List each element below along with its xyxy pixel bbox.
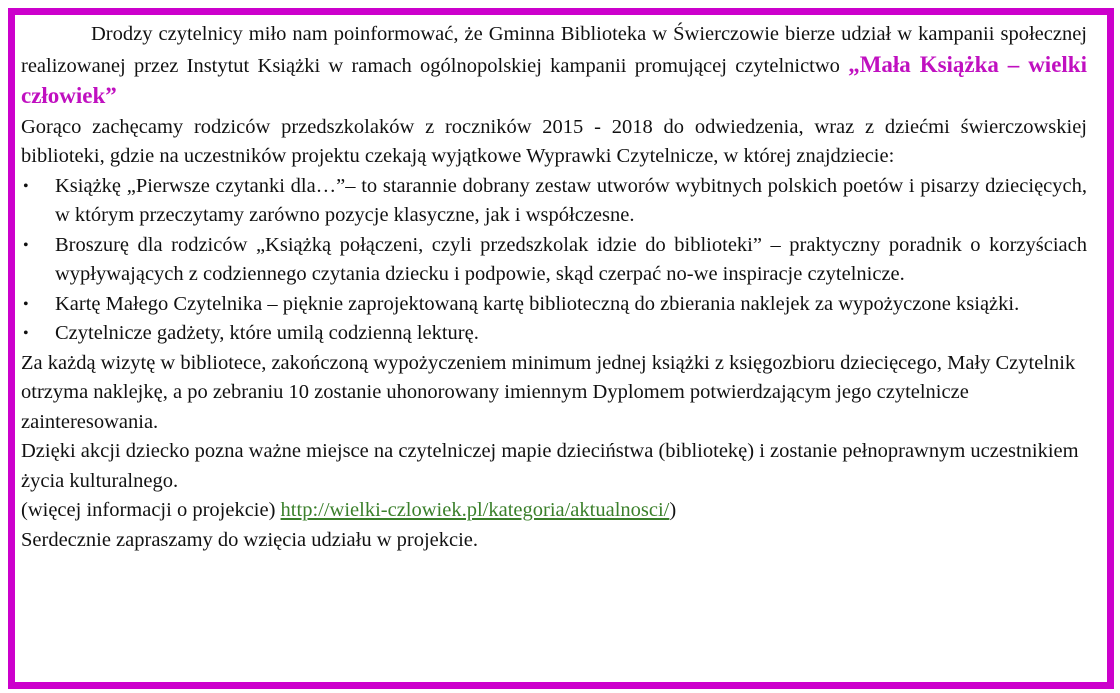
list-item <box>21 231 1087 290</box>
bullet-icon: • <box>23 295 29 313</box>
closing-line: Serdecznie zapraszamy do wzięcia udziału w projekcie. <box>21 528 479 551</box>
more-info-prefix: (więcej informacji o projekcie) <box>21 499 281 521</box>
bullet-icon: • <box>23 325 29 342</box>
bullet-icon: • <box>23 236 29 254</box>
list-item-text: Czytelnicze gadżety, które umilą codzienną lekturę. <box>55 322 479 344</box>
list-item <box>21 172 1087 231</box>
kit-items-list <box>21 172 1087 349</box>
intro-paragraph <box>21 20 1087 113</box>
more-info-line <box>21 496 1087 526</box>
campaign-title: „Mała Książka – wielki człowiek” <box>21 51 1087 108</box>
bullet-icon: • <box>23 177 29 195</box>
intro-text: Drodzy czytelnicy miło nam poinformować, że Gminna Biblioteka w Świerczowie bierze udział w kampanii społecznej realizowanej przez Instytut Książki w ramach ogólnopolskiej kampanii promującej czytelnictwo <box>21 23 1087 77</box>
list-item <box>21 290 1087 320</box>
list-item-text: Książkę „Pierwsze czytanki dla…”– to starannie dobrany zestaw utworów wybitnych polskich poetów i pisarzy dziecięcych, w którym przeczytamy zarówno pozycje klasyczne, jak i współczesne. <box>55 174 1087 226</box>
list-item <box>21 319 1087 349</box>
more-info-suffix: ) <box>669 499 677 521</box>
action-paragraph: Dzięki akcji dziecko pozna ważne miejsce na czytelniczej mapie dzieciństwa (bibliotekę) i zostanie pełnoprawnym uczestnikiem życia kulturalnego. <box>21 440 1079 492</box>
project-link[interactable]: http://wielki-czlowiek.pl/kategoria/aktualnosci/ <box>280 499 670 521</box>
visit-paragraph: Za każdą wizytę w bibliotece, zakończoną wypożyczeniem minimum jednej książki z księgozbioru dziecięcego, Mały Czytelnik otrzyma naklejkę, a po zebraniu 10 zostanie uhonorowany imiennym Dyplomem potwierdzającym jego czytelnicze zainteresowania. <box>21 351 1076 433</box>
encouragement-paragraph: Gorąco zachęcamy rodziców przedszkolaków z roczników 2015 - 2018 do odwiedzenia, wraz z dziećmi świerczowskiej biblioteki, gdzie na uczestników projektu czekają wyjątkowe Wyprawki Czytelnicze, w której znajdziecie: <box>21 115 1087 167</box>
announcement-body <box>21 20 1087 555</box>
list-item-text: Broszurę dla rodziców „Książką połączeni, czyli przedszkolak idzie do biblioteki” – praktyczny poradnik o korzyściach wypływających z codziennego czytania dziecku i podpowie, skąd czerpać no-we inspiracje czytelnicze. <box>55 233 1087 285</box>
list-item-text: Kartę Małego Czytelnika – pięknie zaprojektowaną kartę biblioteczną do zbierania naklejek za wypożyczone książki. <box>55 292 1020 315</box>
